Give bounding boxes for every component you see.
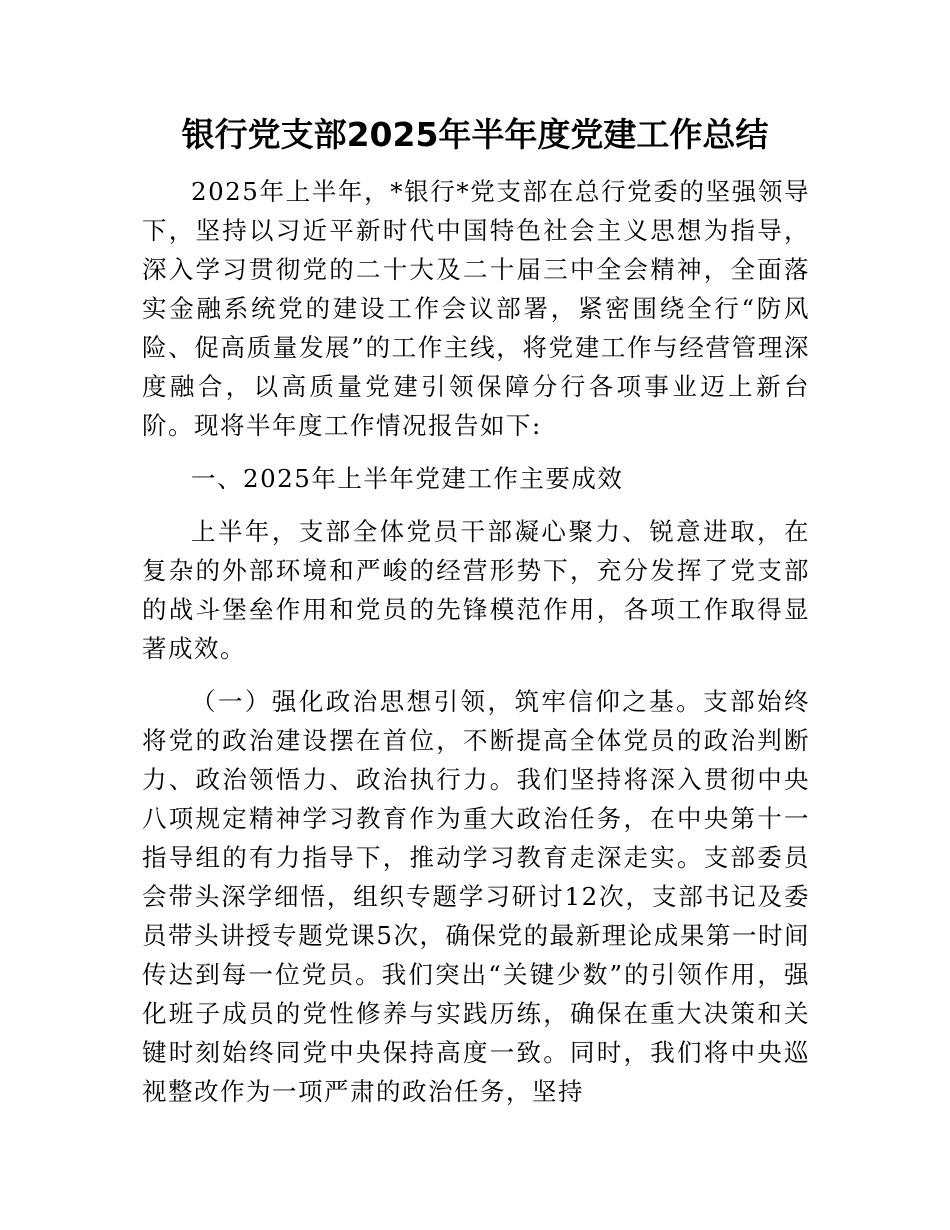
document-body bbox=[142, 172, 810, 1111]
intro-paragraph: 2025年上半年，*银行*党支部在总行党委的坚强领导下，坚持以习近平新时代中国特色社会主义思想为指导，深入学习贯彻党的二十大及二十届三中全会精神，全面落实金融系统党的建设工作会议部署，紧密围绕全行“防风险、促高质量发展”的工作主线，将党建工作与经营管理深度融合，以高质量党建引领保障分行各项事业迈上新台阶。现将半年度工作情况报告如下: bbox=[142, 177, 810, 440]
section-heading: 一、2025年上半年党建工作主要成效 bbox=[191, 464, 624, 493]
summary-paragraph: 上半年，支部全体党员干部凝心聚力、锐意进取，在复杂的外部环境和严峻的经营形势下，充分发挥了党支部的战斗堡垒作用和党员的先锋模范作用，各项工作取得显著成效。 bbox=[142, 517, 810, 663]
subsection-paragraph: （一）强化政治思想引领，筑牢信仰之基。支部始终将党的政治建设摆在首位，不断提高全体党员的政治判断力、政治领悟力、政治执行力。我们坚持将深入贯彻中央八项规定精神学习教育作为重大政治任务，在中央第十一指导组的有力指导下，推动学习教育走深走实。支部委员会带头深学细悟，组织专题学习研讨12次，支部书记及委员带头讲授专题党课5次，确保党的最新理论成果第一时间传达到每一位党员。我们突出“关键少数”的引领作用，强化班子成员的党性修养与实践历练，确保在重大决策和关键时刻始终同党中央保持高度一致。同时，我们将中央巡视整改作为一项严肃的政治任务，坚持 bbox=[142, 687, 810, 1106]
document-title: 银行党支部2025年半年度党建工作总结 bbox=[181, 115, 769, 154]
